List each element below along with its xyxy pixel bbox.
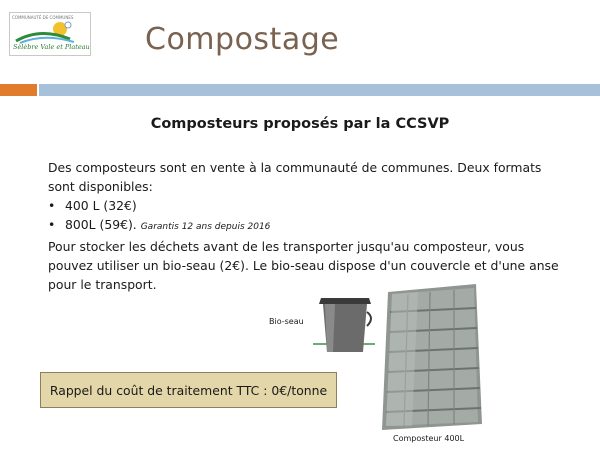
cost-reminder-text: Rappel du coût de traitement TTC : 0€/tonne (49, 382, 328, 398)
logo (9, 12, 91, 56)
list-item (48, 196, 568, 215)
page-title: Compostage (145, 22, 340, 57)
composter-label: Composteur 400L (393, 434, 465, 443)
body-text (48, 158, 568, 294)
warranty-note: Garantis 12 ans depuis 2016 (140, 222, 271, 232)
header-accent-bar-blue (39, 84, 600, 96)
bioseau-label: Bio-seau (269, 317, 304, 326)
bullet-text: 800L (59€). (65, 217, 137, 232)
list-item (48, 215, 568, 237)
bullet-dot: • (48, 198, 56, 213)
logo-name: Sèlèbre Vale et Plateau (13, 43, 90, 51)
bioseau-paragraph: Pour stocker les déchets avant de les transporter jusqu'au composteur, vous pouvez utiliser un bio-seau (2€). Le bio-seau dispose d'un couvercle et d'une anse pour le transport. (48, 239, 559, 292)
header-accent-bar-orange (0, 84, 37, 96)
composter-image (378, 284, 486, 430)
bullet-text: 400 L (32€) (65, 198, 137, 213)
logo-org-text: COMMUNAUTÉ DE COMMUNES (12, 15, 74, 20)
bullet-dot: • (48, 217, 56, 232)
cost-reminder-box (40, 372, 337, 408)
section-subtitle: Composteurs proposés par la CCSVP (150, 116, 450, 132)
intro-paragraph: Des composteurs sont en vente à la communauté de communes. Deux formats sont disponibles: (48, 160, 542, 194)
bioseau-image (313, 290, 377, 354)
